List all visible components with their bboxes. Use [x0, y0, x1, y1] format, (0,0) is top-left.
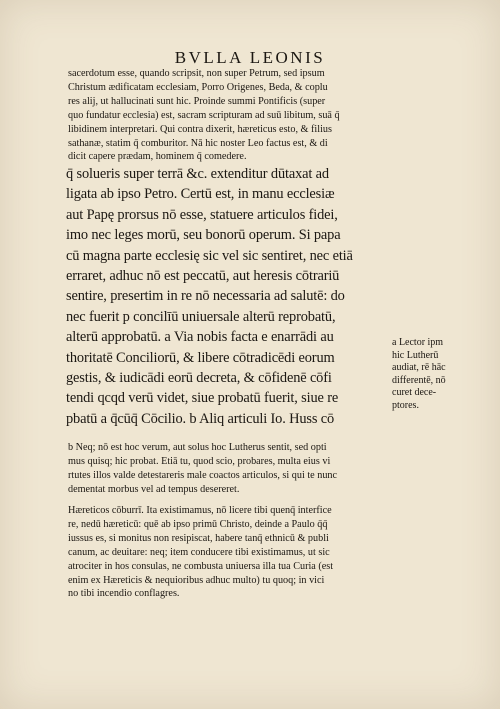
- commentary-line: Hæreticos cōburrī. Ita existimamus, nō licere tibi quenq̄ interfice: [68, 505, 332, 516]
- commentary-line: res alij, ut hallucinati sunt hic. Proinde summi Pontificis (super: [68, 95, 326, 107]
- top-commentary-block: [68, 67, 396, 164]
- main-text-line: erraret, adhuc nō est peccatū, aut heresis cōtrariū: [66, 268, 340, 285]
- footnote-line: dementat morbus vel ad tempus desereret.: [68, 483, 240, 495]
- footnote-line: rtutes illos valde detestareris male coactos articulos, si qui te nunc: [68, 469, 338, 481]
- commentary-line: quo fundatur ecclesia) est, sacram scripturam ad suū libitum, suā q̄: [68, 109, 340, 121]
- commentary-line: re, nedū hæreticū: quē ab ipso primū Christo, deinde a Paulo q̄q̄: [68, 518, 328, 530]
- main-text-line: nec fuerit p concilīū uniuersale alterū reprobatū,: [66, 308, 336, 325]
- commentary-line: libidinem interpretari. Qui contra dixerit, hæreticus esto, & filius: [68, 123, 332, 135]
- margin-note-line: hic Lutherū: [392, 349, 439, 361]
- main-text-line: imo nec leges morū, seu bonorū operum. Si papa: [66, 227, 341, 244]
- commentary-line: Christum ædificatam ecclesiam, Porro Origenes, Beda, & coplu: [68, 81, 328, 93]
- main-text-line: alterū approbatū. a Via nobis facta e enarrādi au: [66, 329, 334, 346]
- main-text-line: q̄ solueris super terrā &c. extenditur dūtaxat ad: [66, 166, 329, 182]
- margin-note-line: curet dece-: [392, 387, 437, 399]
- main-text-line: ligata ab ipso Petro. Certū est, in manu ecclesiæ: [66, 186, 335, 203]
- bottom-commentary-block: [68, 504, 396, 601]
- commentary-line: sacerdotum esse, quando scripsit, non super Petrum, sed ipsum: [68, 68, 325, 79]
- margin-note: [392, 337, 472, 413]
- commentary-line: canum, ac deuitare: neq; item conducere tibi existimamus, ut sic: [68, 546, 330, 558]
- main-text-line: tendi qcqd verū videt, siue probatū fuerit, siue re: [66, 390, 339, 407]
- commentary-line: sathanæ, statim q̄ comburitor. Nā hic noster Leo factus est, & di: [68, 137, 328, 149]
- margin-note-line: a Lector ipm: [392, 337, 444, 348]
- commentary-line: iussus es, si monitus non resipiscat, habere tanq̄ ethnicū & publi: [68, 532, 329, 544]
- margin-note-line: audiat, rē hāc: [392, 362, 446, 374]
- margin-note-line: ptores.: [392, 399, 419, 411]
- page-header-title: BVLLA LEONIS: [174, 48, 326, 67]
- main-text-block: [66, 164, 402, 429]
- main-text-line: pbatū a q̄cūq̄ Cōcilio. b Aliq articuli Io. Huss cō: [66, 410, 335, 427]
- footnote-b-block: [68, 441, 396, 497]
- main-text-line: sentire, presertim in re nō necessaria ad salutē: do: [66, 288, 345, 305]
- commentary-line: no tibi incendio conflagres.: [68, 588, 180, 600]
- commentary-line: atrociter in hos consulas, ne combusta uniuersa illa tua Curia (est: [68, 560, 334, 572]
- main-text-line: gestis, & iudicādi eorū decreta, & cōfidenē cōfi: [66, 370, 332, 387]
- main-text-line: thoritatē Conciliorū, & libere cōtradicēdi eorum: [66, 349, 335, 366]
- margin-note-line: differentē, nō: [392, 374, 446, 386]
- main-text-line: aut Papę prorsus nō esse, statuere articulos fidei,: [66, 206, 338, 223]
- footnote-line: b Neq; nō est hoc verum, aut solus hoc Lutherus sentit, sed opti: [68, 442, 327, 453]
- commentary-line: enim ex Hæreticis & nequioribus adhuc multo) tu quoq; in vici: [68, 574, 325, 586]
- footnote-line: mus quisq; hic probat. Etiā tu, quod scio, probares, multa eius vi: [68, 455, 331, 467]
- main-text-line: cū magna parte ecclesię sic vel sic sentiret, nec etiā: [66, 247, 353, 264]
- commentary-line: dicit capere prædam, hominem q̄ comedere.: [68, 151, 247, 163]
